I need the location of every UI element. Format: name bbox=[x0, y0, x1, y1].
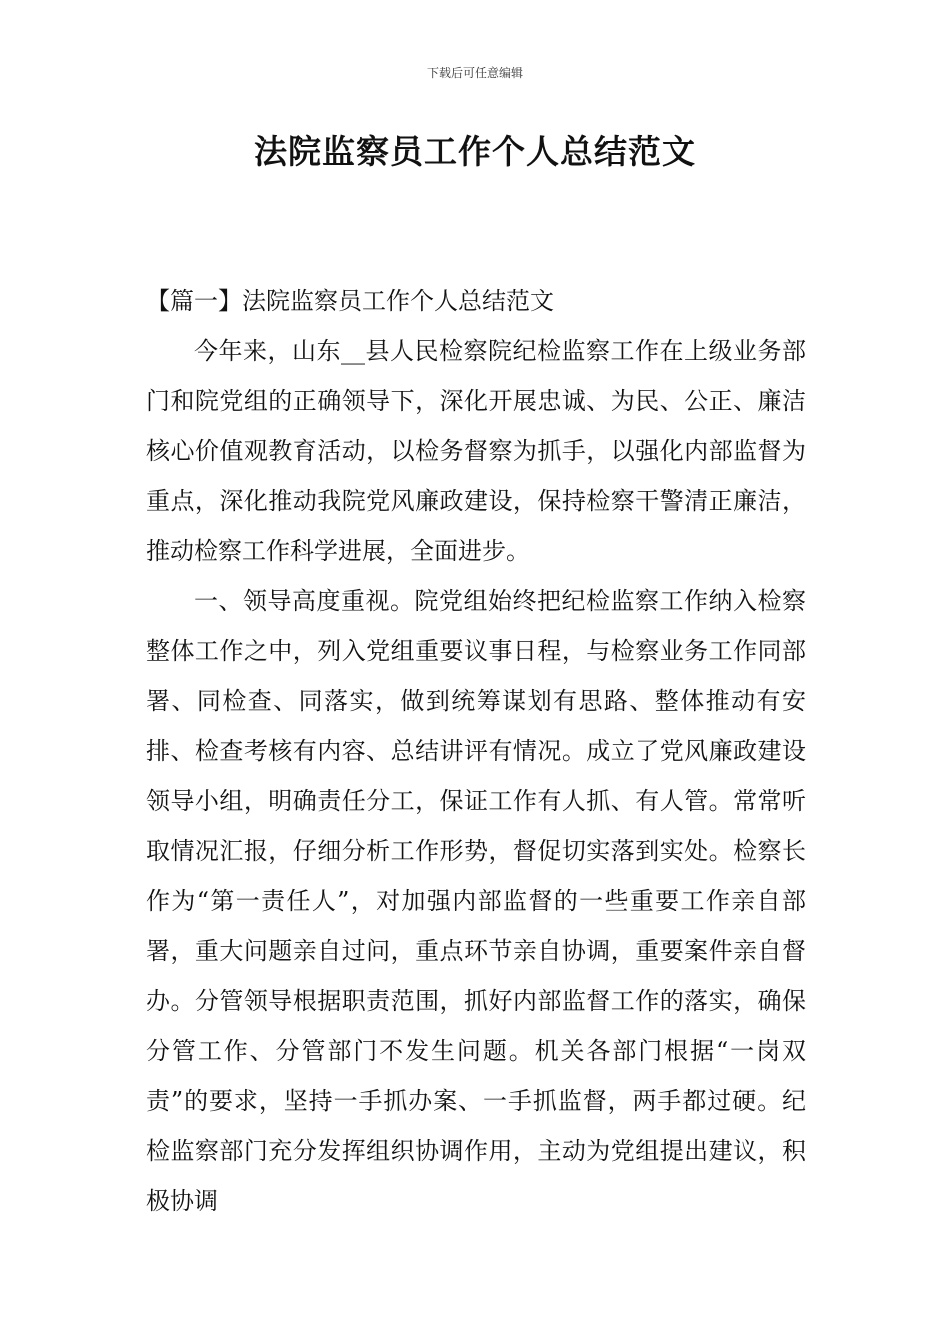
paragraph-leadership: 一、领导高度重视。院党组始终把纪检监察工作纳入检察整体工作之中，列入党组重要议事日程，与检察业务工作同部署、同检查、同落实，做到统筹谋划有思路、整体推动有安排、检查考核有内容、总结讲评有情况。成立了党风廉政建设领导小组，明确责任分工，保证工作有人抓、有人管。常常听取情况汇报，仔细分析工作形势，督促切实落到实处。检察长作为“第一责任人”，对加强内部监督的一些重要工作亲自部署，重大问题亲自过问，重点环节亲自协调，重要案件亲自督办。分管领导根据职责范围，抓好内部监督工作的落实，确保分管工作、分管部门不发生问题。机关各部门根据“一岗双责”的要求，坚持一手抓办案、一手抓监督，两手都过硬。纪检监察部门充分发挥组织协调作用，主动为党组提出建议，积极协调 bbox=[146, 587, 806, 1215]
document-body bbox=[146, 276, 806, 1226]
header-note: 下载后可任意编辑 bbox=[426, 66, 523, 80]
section-heading: 【篇一】法院监察员工作个人总结范文 bbox=[146, 287, 554, 315]
paragraph-intro: 今年来，山东__县人民检察院纪检监察工作在上级业务部门和院党组的正确领导下，深化开展忠诚、为民、公正、廉洁核心价值观教育活动，以检务督察为抓手，以强化内部监督为重点，深化推动我院党风廉政建设，保持检察干警清正廉洁，推动检察工作科学进展，全面进步。 bbox=[146, 337, 806, 565]
document-title: 法院监察员工作个人总结范文 bbox=[254, 132, 696, 171]
